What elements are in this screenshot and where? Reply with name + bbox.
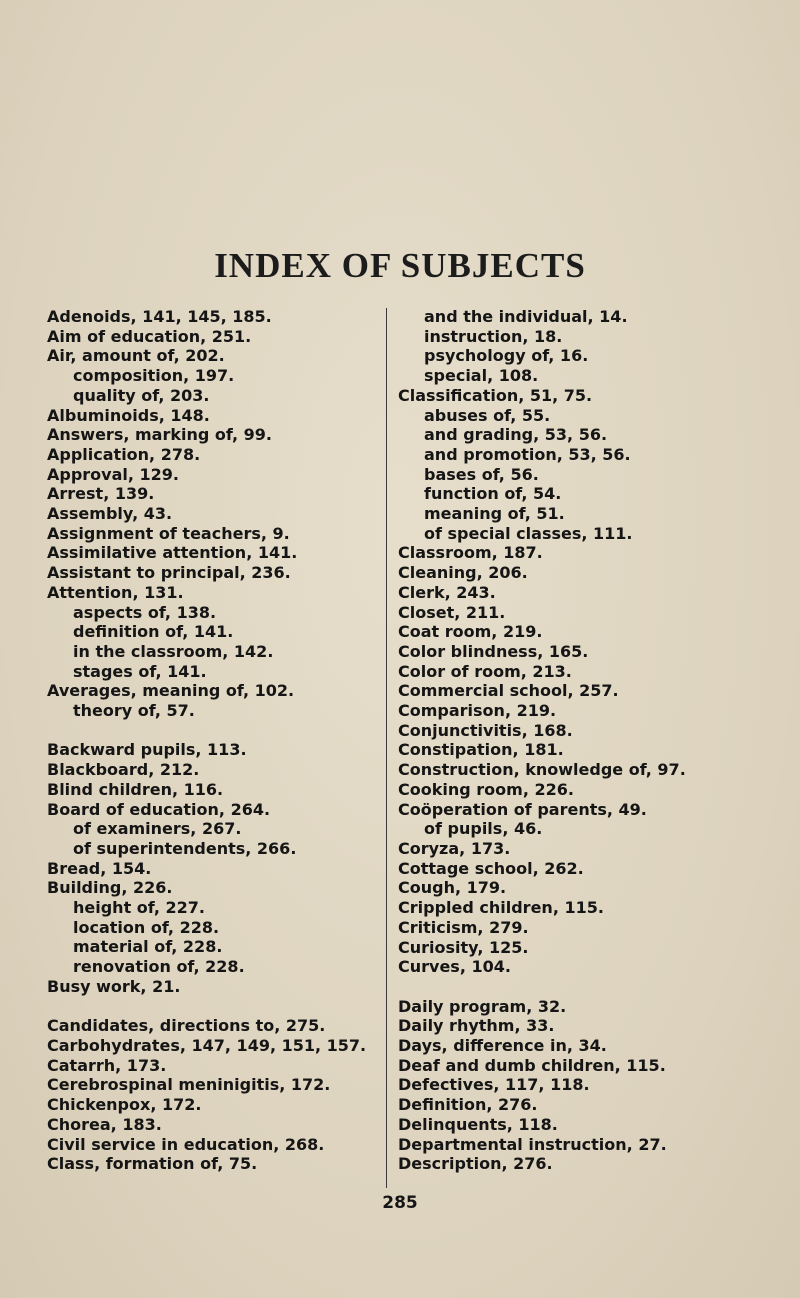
index-entry: Answers, marking of, 99. [47, 425, 272, 445]
index-entry: Adenoids, 141, 145, 185. [47, 307, 272, 326]
index-entry: Closet, 211. [398, 602, 506, 622]
index-subentry: instruction, 18. [424, 326, 563, 346]
index-subentry: height of, 227. [73, 898, 205, 918]
index-subentry: of pupils, 46. [424, 819, 543, 839]
index-entry: Classification, 51, 75. [398, 385, 593, 405]
index-entry: Cooking room, 226. [398, 779, 574, 799]
index-entry: Blackboard, 212. [47, 760, 200, 780]
index-subentry: theory of, 57. [73, 701, 195, 721]
index-entry: Cerebrospinal meninigitis, 172. [47, 1075, 331, 1095]
index-entry: Constipation, 181. [398, 740, 564, 760]
index-entry: Days, difference in, 34. [398, 1036, 607, 1055]
index-subentry: in the classroom, 142. [73, 641, 274, 661]
index-entry: Cleaning, 206. [398, 563, 528, 583]
index-entry: Chorea, 183. [47, 1114, 162, 1134]
index-entry: Curiosity, 125. [398, 937, 529, 957]
section-gap [47, 721, 387, 741]
index-column-left [47, 307, 387, 1174]
index-entry: Deaf and dumb children, 115. [398, 1055, 666, 1075]
index-entry: Chickenpox, 172. [47, 1095, 202, 1115]
index-subentry: and grading, 53, 56. [424, 425, 608, 445]
index-entry: Candidates, directions to, 275. [47, 1016, 326, 1036]
index-column-right [398, 307, 698, 1174]
index-entry: Assignment of teachers, 9. [47, 523, 290, 543]
index-entry: Air, amount of, 202. [47, 346, 225, 366]
page-number: 285 [382, 1193, 418, 1213]
index-entry: Classroom, 187. [398, 543, 543, 563]
index-subentry: abuses of, 55. [424, 405, 551, 425]
index-entry: Aim of education, 251. [47, 326, 252, 346]
index-entry: Blind children, 116. [47, 779, 224, 799]
index-subentry: location of, 228. [73, 917, 220, 937]
index-entry: Color of room, 213. [398, 661, 572, 681]
index-entry: Coat room, 219. [398, 622, 543, 642]
index-entry: Building, 226. [47, 878, 173, 898]
index-subentry: and promotion, 53, 56. [424, 444, 631, 464]
index-entry: Bread, 154. [47, 858, 152, 878]
index-entry: Conjunctivitis, 168. [398, 720, 573, 740]
index-entry: Carbohydrates, 147, 149, 151, 157. [47, 1035, 367, 1055]
index-entry: Curves, 104. [398, 957, 511, 977]
index-subentry: of special classes, 111. [424, 523, 633, 543]
index-entry: Color blindness, 165. [398, 641, 589, 661]
index-entry: Approval, 129. [47, 464, 180, 484]
index-entry: Clerk, 243. [398, 582, 496, 602]
index-subentry: and the individual, 14. [424, 307, 628, 326]
index-entry: Class, formation of, 75. [47, 1154, 258, 1174]
index-entry: Backward pupils, 113. [47, 740, 247, 760]
index-subentry: function of, 54. [424, 484, 562, 504]
index-subentry: definition of, 141. [73, 622, 234, 642]
index-entry: Definition, 276. [398, 1095, 538, 1115]
index-subentry: renovation of, 228. [73, 957, 245, 977]
index-entry: Civil service in education, 268. [47, 1134, 325, 1154]
index-entry: Description, 276. [398, 1154, 553, 1174]
index-subentry: special, 108. [424, 366, 539, 386]
index-entry: Departmental instruction, 27. [398, 1134, 667, 1154]
index-entry: Daily rhythm, 33. [398, 1016, 555, 1036]
index-entry: Assimilative attention, 141. [47, 543, 298, 563]
index-entry: Arrest, 139. [47, 484, 155, 504]
index-entry: Coöperation of parents, 49. [398, 799, 647, 819]
index-subentry: meaning of, 51. [424, 504, 565, 524]
page-title: INDEX OF SUBJECTS [214, 246, 586, 285]
index-entry: Assembly, 43. [47, 504, 173, 524]
index-entry: Coryza, 173. [398, 838, 511, 858]
index-entry: Defectives, 117, 118. [398, 1075, 590, 1095]
section-gap [398, 977, 698, 997]
index-subentry: psychology of, 16. [424, 346, 589, 366]
index-entry: Comparison, 219. [398, 701, 557, 721]
index-entry: Commercial school, 257. [398, 681, 619, 701]
index-entry: Albuminoids, 148. [47, 405, 210, 425]
index-entry: Board of education, 264. [47, 799, 271, 819]
index-entry: Application, 278. [47, 444, 201, 464]
index-entry: Attention, 131. [47, 582, 184, 602]
index-entry: Delinquents, 118. [398, 1114, 558, 1134]
index-entry: Averages, meaning of, 102. [47, 681, 295, 701]
index-entry: Construction, knowledge of, 97. [398, 760, 686, 780]
section-gap [47, 997, 387, 1017]
index-entry: Daily program, 32. [398, 996, 567, 1016]
index-subentry: aspects of, 138. [73, 602, 217, 622]
index-subentry: bases of, 56. [424, 464, 539, 484]
index-entry: Catarrh, 173. [47, 1055, 167, 1075]
index-entry: Busy work, 21. [47, 976, 181, 996]
index-entry: Cough, 179. [398, 878, 507, 898]
index-subentry: material of, 228. [73, 937, 223, 957]
index-subentry: composition, 197. [73, 366, 235, 386]
index-entry: Cottage school, 262. [398, 858, 584, 878]
index-entry: Assistant to principal, 236. [47, 563, 291, 583]
index-subentry: quality of, 203. [73, 385, 210, 405]
column-divider [386, 308, 387, 1188]
index-entry: Criticism, 279. [398, 917, 529, 937]
index-entry: Crippled children, 115. [398, 898, 604, 918]
index-subentry: of superintendents, 266. [73, 838, 297, 858]
index-subentry: stages of, 141. [73, 661, 207, 681]
index-subentry: of examiners, 267. [73, 819, 242, 839]
